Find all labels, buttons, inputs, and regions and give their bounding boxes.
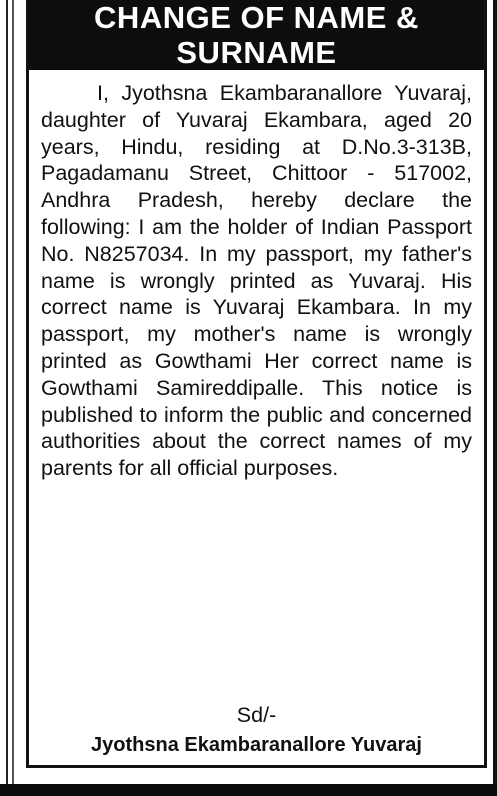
notice-title-line-2: SURNAME — [176, 35, 337, 70]
column-rule-right — [493, 0, 497, 796]
column-rule-left-inner — [12, 0, 14, 796]
signature-mark: Sd/- — [236, 703, 277, 727]
next-notice-strip — [0, 784, 497, 796]
signatory-name: Jyothsna Ekambaranallore Yuvaraj — [91, 734, 422, 756]
column-rule-left — [6, 0, 8, 796]
name-change-notice — [26, 0, 487, 768]
notice-title-line-1: CHANGE OF NAME & — [94, 0, 419, 35]
notice-header — [29, 0, 484, 70]
notice-paragraph: I, Jyothsna Ekambaranallore Yuvaraj, daughter of Yuvaraj Ekambara, aged 20 years, Hindu, residing at D.No.3-313B, Pagadamanu Street, Chittoor - 517002, Andhra Pradesh, hereby declare the following: I am the holder of Indian Passport No. N8257034. In my passport, my father's name is wrongly printed as Yuvaraj. His correct name is Yuvaraj Ekambara. In my passport, my mother's name is wrongly printed as Gowthami Her correct name is Gowthami Samireddipalle. This notice is published to inform the public and concerned authorities about the correct names of my parents for all official purposes. — [41, 81, 472, 481]
notice-body — [41, 80, 472, 482]
